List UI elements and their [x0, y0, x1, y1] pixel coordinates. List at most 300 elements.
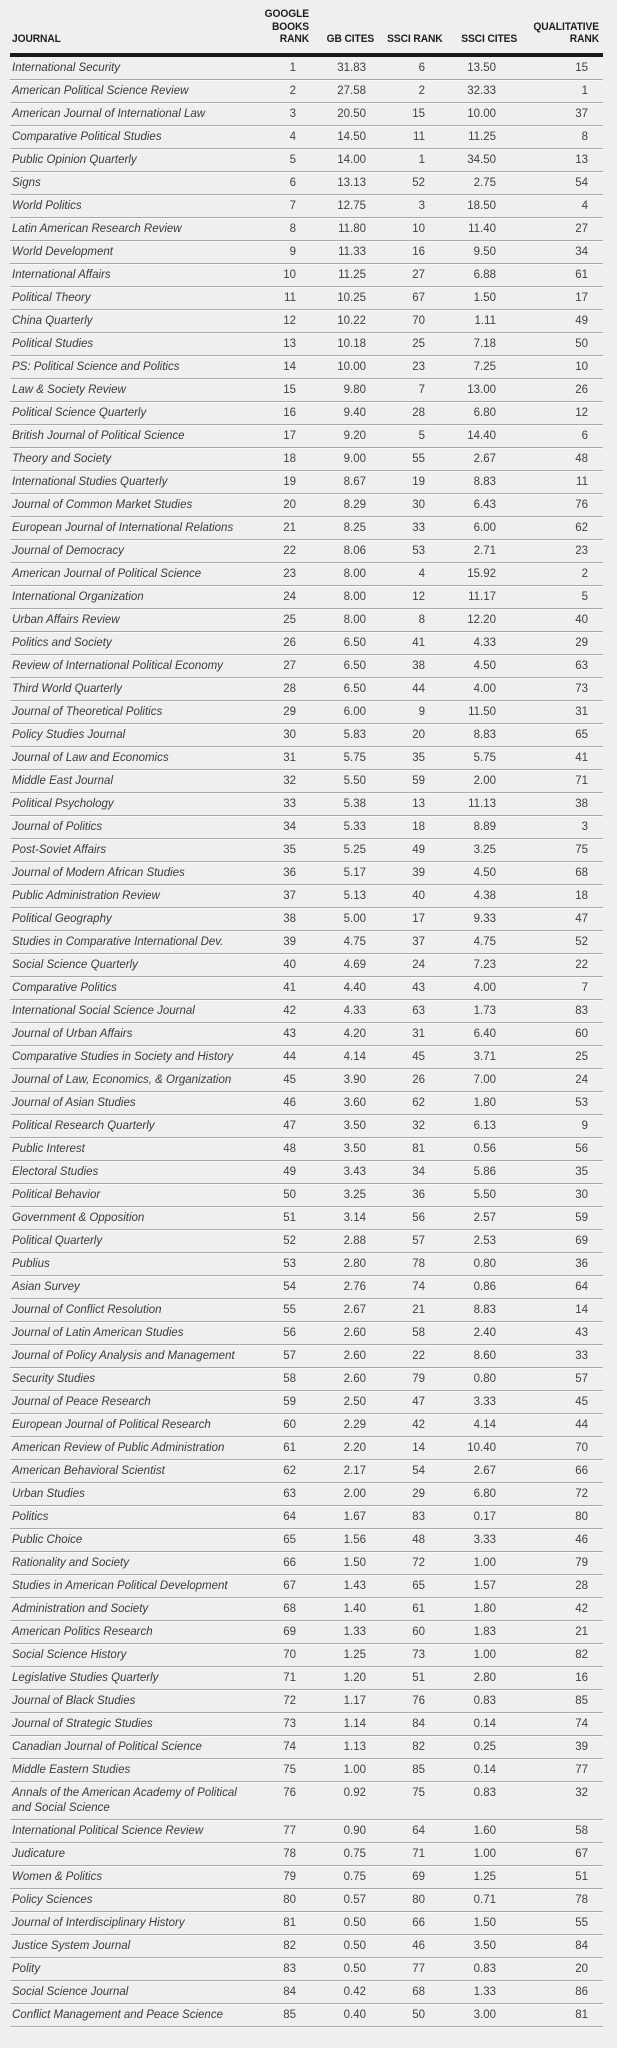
ssci-rank-value: 25: [412, 337, 425, 350]
ssci-cites-value: 3.50: [473, 1939, 496, 1952]
google-books-rank-value: 5: [289, 153, 296, 166]
ssci-cites-value: 0.71: [473, 1893, 496, 1906]
gb-cites-value: 0.75: [343, 1870, 366, 1883]
journal-name: Polity: [12, 1962, 41, 1975]
ssci-rank-value: 11: [413, 130, 425, 143]
ssci-rank-value: 14: [412, 1441, 425, 1454]
journal-name: Canadian Journal of Political Science: [12, 1740, 202, 1753]
ssci-cites-value: 11.50: [468, 705, 496, 718]
table-row: [10, 977, 603, 1000]
ssci-cites-value: 1.00: [473, 1648, 496, 1661]
ssci-cites-value: 2.75: [473, 176, 496, 189]
journal-name: European Journal of Political Research: [12, 1418, 211, 1431]
google-books-rank-value: 24: [283, 590, 296, 603]
ssci-rank-value: 26: [412, 1073, 425, 1086]
column-header-qualitative-rank-label: QUALITATIVE RANK: [533, 20, 599, 45]
ssci-rank-value: 82: [412, 1740, 425, 1753]
qualitative-rank-value: 79: [575, 1556, 588, 1569]
table-row: [10, 1820, 603, 1843]
gb-cites-value: 0.92: [343, 1786, 366, 1799]
ssci-cites-value: 0.56: [473, 1142, 496, 1155]
table-row: [10, 1483, 603, 1506]
table-row: [10, 1322, 603, 1345]
table-row: [10, 747, 603, 770]
table-row: [10, 1843, 603, 1866]
google-books-rank-value: 81: [283, 1916, 296, 1929]
ssci-cites-value: 1.50: [473, 1916, 496, 1929]
google-books-rank-value: 18: [283, 452, 296, 465]
column-header-ssci-rank: [378, 33, 447, 46]
ssci-rank-value: 72: [412, 1556, 425, 1569]
table-row: [10, 425, 603, 448]
table-row: [10, 1230, 603, 1253]
qualitative-rank-value: 51: [575, 1870, 588, 1883]
qualitative-rank-value: 53: [575, 1096, 588, 1109]
journal-name: Rationality and Society: [12, 1556, 129, 1569]
google-books-rank-value: 1: [289, 61, 296, 74]
gb-cites-value: 4.20: [343, 1027, 366, 1040]
google-books-rank-value: 40: [283, 958, 296, 971]
ssci-rank-value: 6: [418, 61, 425, 74]
ssci-rank-value: 4: [418, 567, 425, 580]
ssci-cites-value: 34.50: [467, 153, 496, 166]
table-row: [10, 655, 603, 678]
qualitative-rank-value: 70: [575, 1441, 588, 1454]
ssci-rank-value: 78: [412, 1257, 425, 1270]
gb-cites-value: 5.25: [343, 843, 366, 856]
ssci-cites-value: 3.33: [473, 1533, 496, 1546]
journal-name: Studies in Comparative International Dev.: [12, 935, 224, 948]
table-row: [10, 816, 603, 839]
qualitative-rank-value: 41: [575, 751, 588, 764]
table-row: [10, 1046, 603, 1069]
google-books-rank-value: 44: [283, 1050, 296, 1063]
gb-cites-value: 1.33: [343, 1625, 366, 1638]
gb-cites-value: 3.60: [343, 1096, 366, 1109]
gb-cites-value: 13.13: [337, 176, 366, 189]
ssci-cites-value: 9.33: [473, 912, 496, 925]
table-row: [10, 471, 603, 494]
journal-name: Middle East Journal: [12, 774, 113, 787]
ssci-rank-value: 67: [412, 291, 425, 304]
ssci-cites-value: 3.33: [473, 1395, 496, 1408]
google-books-rank-value: 59: [283, 1395, 296, 1408]
table-row: [10, 1138, 603, 1161]
google-books-rank-value: 34: [283, 820, 296, 833]
qualitative-rank-value: 84: [575, 1939, 588, 1952]
gb-cites-value: 2.60: [343, 1326, 366, 1339]
qualitative-rank-value: 50: [575, 337, 588, 350]
journal-name: Journal of Latin American Studies: [12, 1326, 184, 1339]
ssci-rank-value: 37: [412, 935, 425, 948]
table-row: [10, 1935, 603, 1958]
journal-name: American Journal of Political Science: [12, 567, 202, 580]
google-books-rank-value: 56: [283, 1326, 296, 1339]
table-row: [10, 793, 603, 816]
ssci-rank-value: 81: [412, 1142, 425, 1155]
ssci-rank-value: 62: [412, 1096, 425, 1109]
ssci-rank-value: 21: [412, 1303, 425, 1316]
ssci-rank-value: 5: [418, 429, 425, 442]
ssci-cites-value: 0.80: [473, 1372, 496, 1385]
journal-name: Judicature: [12, 1847, 66, 1860]
ssci-cites-value: 0.83: [473, 1962, 496, 1975]
google-books-rank-value: 60: [283, 1418, 296, 1431]
gb-cites-value: 31.83: [337, 61, 366, 74]
qualitative-rank-value: 44: [575, 1418, 588, 1431]
qualitative-rank-value: 25: [575, 1050, 588, 1063]
table-row: [10, 126, 603, 149]
journal-name: Urban Studies: [12, 1487, 85, 1500]
google-books-rank-value: 37: [283, 889, 296, 902]
ssci-cites-value: 1.33: [473, 1985, 496, 1998]
ssci-rank-value: 63: [412, 1004, 425, 1017]
ssci-cites-value: 4.38: [473, 889, 496, 902]
ssci-rank-value: 70: [412, 314, 425, 327]
qualitative-rank-value: 81: [575, 2008, 588, 2021]
ssci-rank-value: 75: [412, 1786, 425, 1799]
gb-cites-value: 1.50: [343, 1556, 366, 1569]
journal-name: Political Science Quarterly: [12, 406, 147, 419]
qualitative-rank-value: 27: [575, 222, 588, 235]
qualitative-rank-value: 32: [575, 1786, 588, 1799]
gb-cites-value: 2.00: [343, 1487, 366, 1500]
google-books-rank-value: 25: [283, 613, 296, 626]
table-row: [10, 1713, 603, 1736]
journal-name: Social Science History: [12, 1648, 127, 1661]
qualitative-rank-value: 8: [581, 130, 588, 143]
ssci-rank-value: 7: [418, 383, 425, 396]
ssci-cites-value: 13.00: [467, 383, 496, 396]
table-row: [10, 632, 603, 655]
journal-name: Journal of Interdisciplinary History: [12, 1916, 185, 1929]
journal-name: International Studies Quarterly: [12, 475, 168, 488]
ssci-rank-value: 57: [412, 1234, 425, 1247]
table-row: [10, 402, 603, 425]
ssci-cites-value: 6.80: [473, 1487, 496, 1500]
journal-name: Justice System Journal: [12, 1939, 131, 1952]
qualitative-rank-value: 62: [575, 521, 588, 534]
journal-name: Journal of Policy Analysis and Management: [12, 1349, 235, 1362]
journal-name: Public Administration Review: [12, 889, 160, 902]
ssci-cites-value: 2.80: [473, 1671, 496, 1684]
google-books-rank-value: 47: [283, 1119, 296, 1132]
journal-name: International Social Science Journal: [12, 1004, 195, 1017]
ssci-rank-value: 84: [412, 1717, 425, 1730]
qualitative-rank-value: 5: [581, 590, 588, 603]
journal-name: Latin American Research Review: [12, 222, 182, 235]
ssci-cites-value: 15.92: [467, 567, 496, 580]
ssci-rank-value: 10: [412, 222, 425, 235]
gb-cites-value: 8.00: [343, 567, 366, 580]
journal-name: Journal of Law and Economics: [12, 751, 169, 764]
journal-name: International Organization: [12, 590, 144, 603]
google-books-rank-value: 70: [283, 1648, 296, 1661]
gb-cites-value: 1.00: [343, 1763, 366, 1776]
gb-cites-value: 0.50: [343, 1939, 366, 1952]
ssci-rank-value: 3: [418, 199, 425, 212]
qualitative-rank-value: 46: [575, 1533, 588, 1546]
ssci-rank-value: 1: [418, 153, 425, 166]
journal-name: Journal of Theoretical Politics: [12, 705, 163, 718]
ssci-rank-value: 2: [418, 84, 425, 97]
table-row: [10, 1529, 603, 1552]
qualitative-rank-value: 26: [575, 383, 588, 396]
qualitative-rank-value: 16: [575, 1671, 588, 1684]
ssci-cites-value: 11.17: [468, 590, 496, 603]
ssci-cites-value: 8.83: [473, 728, 496, 741]
google-books-rank-value: 4: [289, 130, 296, 143]
gb-cites-value: 2.88: [343, 1234, 366, 1247]
ssci-rank-value: 28: [412, 406, 425, 419]
column-header-ssci-cites-label: SSCI CITES: [461, 33, 517, 45]
gb-cites-value: 6.00: [343, 705, 366, 718]
ssci-rank-value: 22: [412, 1349, 425, 1362]
ssci-cites-value: 5.86: [473, 1165, 496, 1178]
ssci-rank-value: 77: [412, 1962, 425, 1975]
ssci-cites-value: 1.60: [473, 1824, 496, 1837]
qualitative-rank-value: 48: [575, 452, 588, 465]
ssci-rank-value: 58: [412, 1326, 425, 1339]
ssci-cites-value: 3.25: [473, 843, 496, 856]
ssci-rank-value: 65: [412, 1579, 425, 1592]
ssci-rank-value: 43: [412, 981, 425, 994]
google-books-rank-value: 7: [289, 199, 296, 212]
ssci-cites-value: 2.67: [473, 452, 496, 465]
google-books-rank-value: 65: [283, 1533, 296, 1546]
google-books-rank-value: 17: [283, 429, 296, 442]
google-books-rank-value: 28: [283, 682, 296, 695]
gb-cites-value: 4.69: [343, 958, 366, 971]
table-row: [10, 1621, 603, 1644]
qualitative-rank-value: 21: [575, 1625, 588, 1638]
journal-name: China Quarterly: [12, 314, 93, 327]
google-books-rank-value: 82: [283, 1939, 296, 1952]
google-books-rank-value: 45: [283, 1073, 296, 1086]
qualitative-rank-value: 36: [575, 1257, 588, 1270]
journal-name: Policy Sciences: [12, 1893, 93, 1906]
ssci-cites-value: 6.80: [473, 406, 496, 419]
qualitative-rank-value: 12: [575, 406, 588, 419]
ssci-rank-value: 66: [412, 1916, 425, 1929]
gb-cites-value: 27.58: [337, 84, 366, 97]
qualitative-rank-value: 69: [575, 1234, 588, 1247]
ssci-cites-value: 1.50: [473, 291, 496, 304]
google-books-rank-value: 75: [283, 1763, 296, 1776]
gb-cites-value: 2.60: [343, 1349, 366, 1362]
qualitative-rank-value: 6: [581, 429, 588, 442]
ssci-cites-value: 4.14: [473, 1418, 496, 1431]
ssci-rank-value: 45: [412, 1050, 425, 1063]
gb-cites-value: 6.50: [343, 636, 366, 649]
google-books-rank-value: 22: [283, 544, 296, 557]
ssci-rank-value: 56: [412, 1211, 425, 1224]
ssci-rank-value: 60: [412, 1625, 425, 1638]
ssci-cites-value: 4.00: [473, 682, 496, 695]
ssci-cites-value: 6.00: [473, 521, 496, 534]
google-books-rank-value: 2: [289, 84, 296, 97]
gb-cites-value: 8.25: [343, 521, 366, 534]
table-row: [10, 1207, 603, 1230]
google-books-rank-value: 74: [283, 1740, 296, 1753]
gb-cites-value: 2.50: [343, 1395, 366, 1408]
ssci-cites-value: 4.75: [473, 935, 496, 948]
google-books-rank-value: 80: [283, 1893, 296, 1906]
column-header-journal: [10, 33, 250, 46]
gb-cites-value: 6.50: [343, 659, 366, 672]
gb-cites-value: 1.56: [343, 1533, 366, 1546]
qualitative-rank-value: 9: [581, 1119, 588, 1132]
table-row: [10, 241, 603, 264]
table-row: [10, 1115, 603, 1138]
google-books-rank-value: 67: [283, 1579, 296, 1592]
gb-cites-value: 5.33: [343, 820, 366, 833]
google-books-rank-value: 21: [283, 521, 296, 534]
journal-name: Journal of Common Market Studies: [12, 498, 193, 511]
ssci-rank-value: 24: [412, 958, 425, 971]
journal-name: Journal of Modern African Studies: [12, 866, 185, 879]
table-row: [10, 839, 603, 862]
google-books-rank-value: 15: [283, 383, 296, 396]
journal-name: Women & Politics: [12, 1870, 103, 1883]
google-books-rank-value: 14: [283, 360, 296, 373]
gb-cites-value: 1.17: [343, 1694, 366, 1707]
qualitative-rank-value: 54: [575, 176, 588, 189]
journal-name: Politics: [12, 1510, 49, 1523]
qualitative-rank-value: 73: [575, 682, 588, 695]
gb-cites-value: 5.75: [343, 751, 366, 764]
gb-cites-value: 5.00: [343, 912, 366, 925]
ssci-cites-value: 6.43: [473, 498, 496, 511]
column-header-qualitative-rank: [521, 21, 603, 46]
journal-name: Review of International Political Economy: [12, 659, 223, 672]
google-books-rank-value: 46: [283, 1096, 296, 1109]
google-books-rank-value: 57: [283, 1349, 296, 1362]
journal-name: Public Choice: [12, 1533, 83, 1546]
ssci-rank-value: 52: [412, 176, 425, 189]
table-row: [10, 1736, 603, 1759]
table-row: [10, 2004, 603, 2027]
ssci-cites-value: 0.14: [473, 1717, 496, 1730]
journal-name: Journal of Politics: [12, 820, 103, 833]
ssci-cites-value: 3.00: [473, 2008, 496, 2021]
journal-name: Comparative Politics: [12, 981, 117, 994]
gb-cites-value: 4.40: [343, 981, 366, 994]
qualitative-rank-value: 82: [575, 1648, 588, 1661]
ssci-rank-value: 29: [412, 1487, 425, 1500]
qualitative-rank-value: 28: [575, 1579, 588, 1592]
journal-name: Political Studies: [12, 337, 94, 350]
journal-name: American Behavioral Scientist: [12, 1464, 165, 1477]
qualitative-rank-value: 83: [575, 1004, 588, 1017]
ssci-rank-value: 85: [412, 1763, 425, 1776]
table-row: [10, 563, 603, 586]
ssci-cites-value: 1.80: [473, 1602, 496, 1615]
gb-cites-value: 0.57: [343, 1893, 366, 1906]
google-books-rank-value: 43: [283, 1027, 296, 1040]
journal-name: Journal of Asian Studies: [12, 1096, 136, 1109]
gb-cites-value: 8.00: [343, 590, 366, 603]
qualitative-rank-value: 77: [575, 1763, 588, 1776]
ssci-rank-value: 9: [418, 705, 425, 718]
qualitative-rank-value: 61: [575, 268, 588, 281]
gb-cites-value: 8.67: [343, 475, 366, 488]
table-row: [10, 908, 603, 931]
gb-cites-value: 3.43: [343, 1165, 366, 1178]
google-books-rank-value: 64: [283, 1510, 296, 1523]
ssci-rank-value: 13: [412, 797, 425, 810]
ssci-rank-value: 40: [412, 889, 425, 902]
qualitative-rank-value: 42: [575, 1602, 588, 1615]
column-header-gb-cites-label: GB CITES: [326, 33, 374, 45]
table-row: [10, 1299, 603, 1322]
journal-name: British Journal of Political Science: [12, 429, 185, 442]
journal-name: Studies in American Political Development: [12, 1579, 228, 1592]
gb-cites-value: 2.17: [343, 1464, 366, 1477]
table-row: [10, 1069, 603, 1092]
ssci-cites-value: 0.86: [473, 1280, 496, 1293]
gb-cites-value: 10.18: [337, 337, 366, 350]
ssci-rank-value: 83: [412, 1510, 425, 1523]
gb-cites-value: 2.67: [343, 1303, 366, 1316]
table-row: [10, 586, 603, 609]
ssci-cites-value: 2.67: [473, 1464, 496, 1477]
google-books-rank-value: 79: [283, 1870, 296, 1883]
ssci-cites-value: 8.60: [473, 1349, 496, 1362]
ssci-rank-value: 44: [412, 682, 425, 695]
table-row: [10, 195, 603, 218]
table-row: [10, 1506, 603, 1529]
table-row: [10, 1644, 603, 1667]
gb-cites-value: 1.20: [343, 1671, 366, 1684]
google-books-rank-value: 20: [283, 498, 296, 511]
qualitative-rank-value: 56: [575, 1142, 588, 1155]
qualitative-rank-value: 59: [575, 1211, 588, 1224]
journal-name: Comparative Studies in Society and History: [12, 1050, 234, 1063]
journal-name: Journal of Democracy: [12, 544, 124, 557]
google-books-rank-value: 41: [283, 981, 296, 994]
qualitative-rank-value: 58: [575, 1824, 588, 1837]
journal-name: Comparative Political Studies: [12, 130, 162, 143]
qualitative-rank-value: 66: [575, 1464, 588, 1477]
table-row: [10, 724, 603, 747]
journal-name: American Political Science Review: [12, 84, 189, 97]
table-row: [10, 517, 603, 540]
journal-name: Asian Survey: [12, 1280, 80, 1293]
gb-cites-value: 3.50: [343, 1119, 366, 1132]
google-books-rank-value: 16: [283, 406, 296, 419]
table-row: [10, 80, 603, 103]
ssci-cites-value: 18.50: [467, 199, 496, 212]
table-row: [10, 379, 603, 402]
journal-name: Journal of Law, Economics, & Organization: [12, 1073, 232, 1086]
gb-cites-value: 5.13: [343, 889, 366, 902]
ssci-cites-value: 0.14: [473, 1763, 496, 1776]
gb-cites-value: 6.50: [343, 682, 366, 695]
ssci-cites-value: 3.71: [473, 1050, 496, 1063]
table-row: [10, 1276, 603, 1299]
journal-name: Public Interest: [12, 1142, 85, 1155]
column-header-journal-label: JOURNAL: [12, 33, 61, 45]
ssci-cites-value: 1.25: [473, 1870, 496, 1883]
google-books-rank-value: 83: [283, 1962, 296, 1975]
google-books-rank-value: 29: [283, 705, 296, 718]
ssci-rank-value: 69: [412, 1870, 425, 1883]
ssci-rank-value: 39: [412, 866, 425, 879]
ssci-cites-value: 7.23: [473, 958, 496, 971]
table-row: [10, 609, 603, 632]
journal-name: International Security: [12, 61, 121, 74]
